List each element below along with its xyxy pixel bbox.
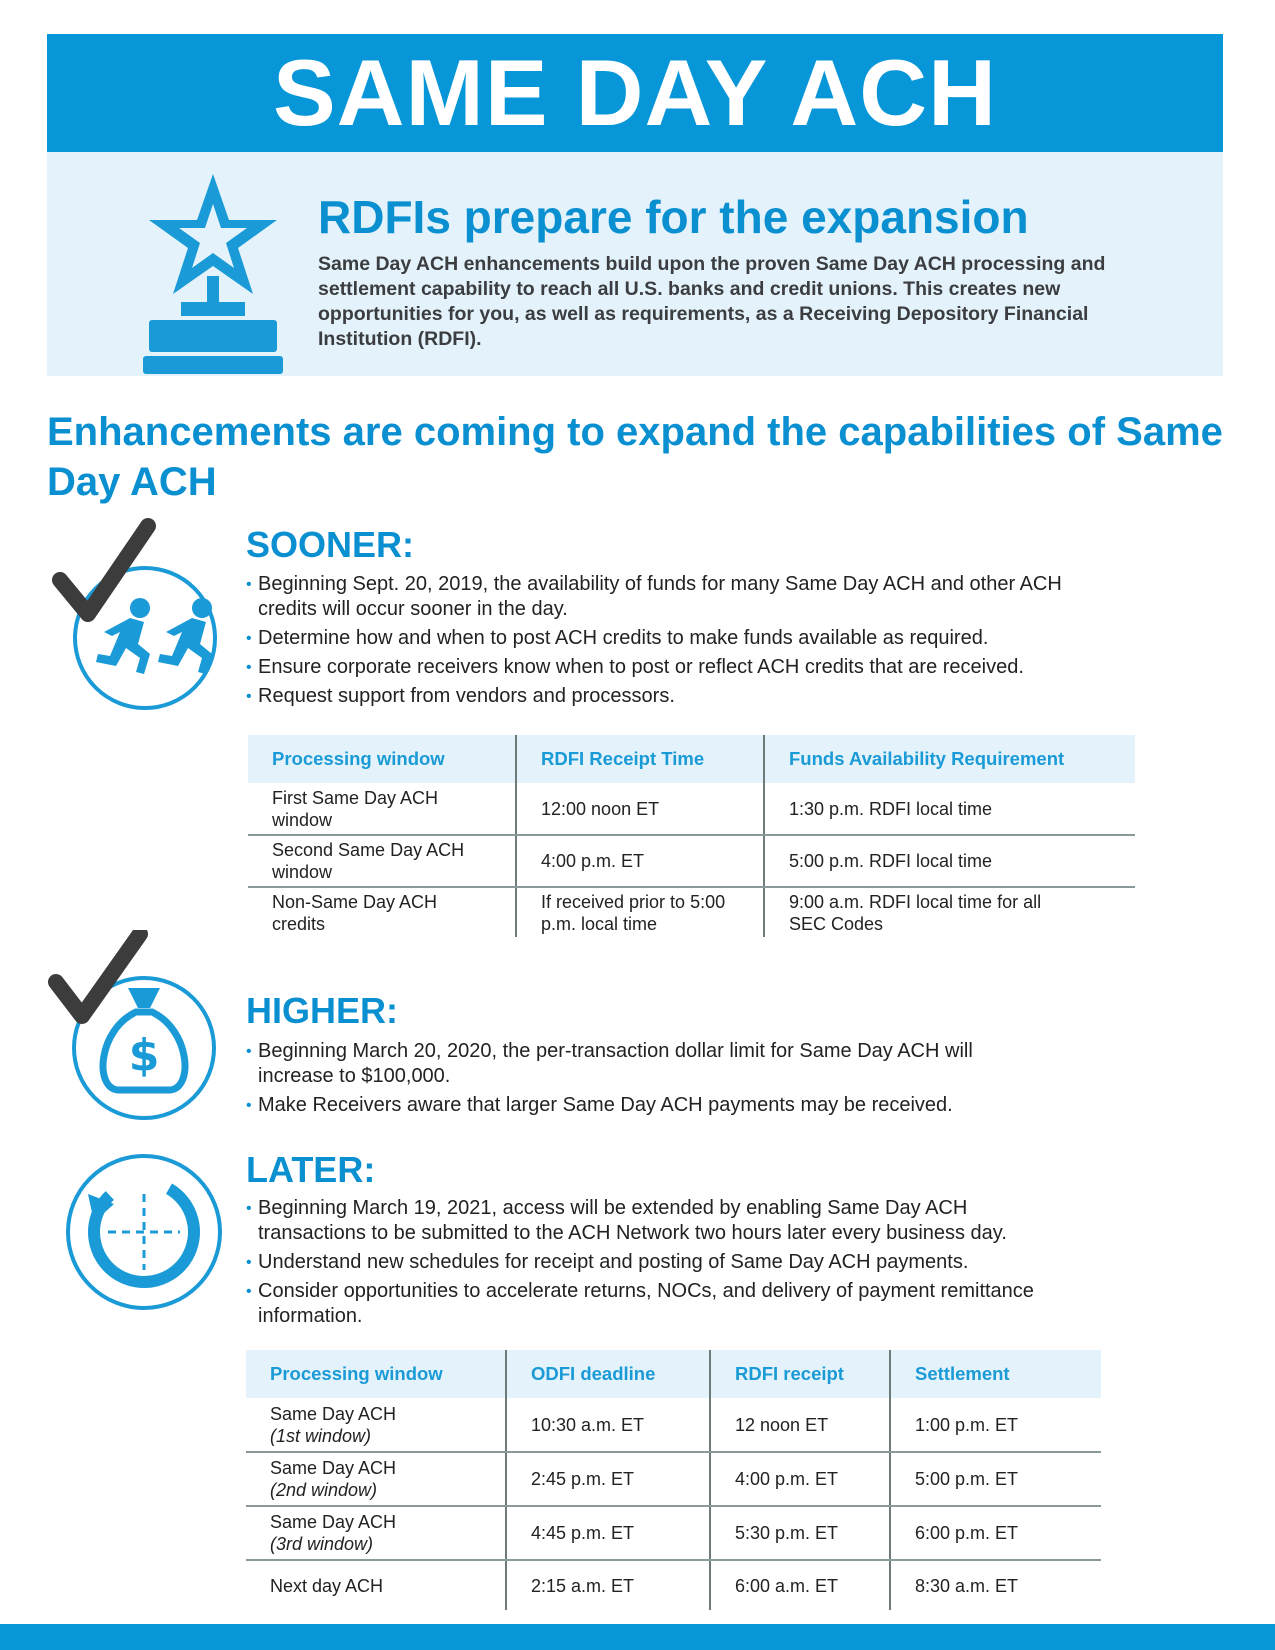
table-cell: 4:00 p.m. ET: [710, 1452, 890, 1506]
window-note: (1st window): [270, 1425, 372, 1446]
table-cell: Non-Same Day ACH credits: [272, 891, 438, 934]
table-row: [246, 1398, 1101, 1452]
window-note: (2nd window): [270, 1480, 378, 1500]
table-row: [246, 1452, 1101, 1506]
table-cell: 2:15 a.m. ET: [506, 1560, 710, 1610]
table-row: [248, 783, 1135, 835]
list-item: • Beginning March 20, 2020, the per-transaction dollar limit for Same Day ACH will increase to $100,000.: [246, 1039, 1046, 1089]
column-header: RDFI Receipt Time: [516, 735, 764, 783]
runners-icon: [52, 518, 232, 718]
trophy-star-icon: [143, 168, 283, 378]
list-item: • Ensure corporate receivers know when to post or reflect ACH credits that are received.: [246, 655, 1116, 680]
list-item: • Understand new schedules for receipt and posting of Same Day ACH payments.: [246, 1250, 1076, 1275]
table-cell: 10:30 a.m. ET: [506, 1398, 710, 1452]
table-cell: First Same Day ACH window: [248, 783, 516, 835]
table-header-row: [246, 1350, 1101, 1398]
funds-availability-table: [248, 735, 1135, 937]
column-header: ODFI deadline: [506, 1350, 710, 1398]
table-row: [246, 1506, 1101, 1560]
table-cell: 1:00 p.m. ET: [890, 1398, 1101, 1452]
list-item: • Beginning Sept. 20, 2019, the availability of funds for many Same Day ACH and other ACH credits will occur sooner in the day.: [246, 572, 1116, 622]
window-name: Same Day ACH: [270, 1512, 397, 1532]
window-name: Next day ACH: [270, 1575, 384, 1596]
section-heading: Enhancements are coming to expand the capabilities of Same Day ACH: [47, 410, 1223, 504]
sooner-heading: SOONER:: [246, 524, 415, 565]
table-cell: 5:30 p.m. ET: [710, 1506, 890, 1560]
table-cell: 4:00 p.m. ET: [516, 835, 764, 887]
intro-body: Same Day ACH enhancements build upon the proven Same Day ACH processing and settlement capability to reach all U.S. banks and credit unions. This creates new opportunities for you, as well as requirements, as a Receiving Depository Financial Institution (RDFI).: [318, 253, 1106, 350]
table-cell: 1:30 p.m. RDFI local time: [764, 783, 1135, 835]
schedule-table: [246, 1350, 1101, 1610]
clock-icon: [64, 1152, 224, 1312]
window-name: Same Day ACH: [270, 1458, 397, 1478]
table-cell: 2:45 p.m. ET: [506, 1452, 710, 1506]
table-cell: Second Same Day ACH window: [248, 835, 516, 887]
table-cell: 5:00 p.m. ET: [890, 1452, 1101, 1506]
svg-text:$: $: [128, 1030, 160, 1081]
footer-band: [0, 1624, 1275, 1650]
column-header: Settlement: [890, 1350, 1101, 1398]
table-cell: 4:45 p.m. ET: [506, 1506, 710, 1560]
intro-heading: RDFIs prepare for the expansion: [318, 191, 1029, 243]
table-cell: [246, 1560, 506, 1610]
column-header: Processing window: [246, 1350, 506, 1398]
column-header: RDFI receipt: [710, 1350, 890, 1398]
table-cell: 6:00 a.m. ET: [710, 1560, 890, 1610]
table-row: [248, 835, 1135, 887]
table-cell: [246, 1452, 506, 1506]
later-heading: LATER:: [246, 1149, 376, 1190]
table-cell: [246, 1398, 506, 1452]
table-cell: 12:00 noon ET: [516, 783, 764, 835]
later-bullets: [246, 1196, 1076, 1333]
table-cell: 9:00 a.m. RDFI local time for all SEC Codes: [764, 887, 1135, 937]
list-item: • Beginning March 19, 2021, access will be extended by enabling Same Day ACH transactions to be submitted to the ACH Network two hours later every business day.: [246, 1196, 1076, 1246]
window-name: Same Day ACH: [270, 1403, 397, 1424]
higher-heading: HIGHER:: [246, 990, 398, 1031]
table-row: [246, 1560, 1101, 1610]
table-cell: If received prior to 5:00 p.m. local time: [516, 887, 764, 937]
page-title: SAME DAY ACH: [47, 34, 1223, 152]
list-item: • Request support from vendors and processors.: [246, 684, 1116, 709]
table-cell: 6:00 p.m. ET: [890, 1506, 1101, 1560]
higher-bullets: [246, 1039, 1046, 1122]
window-note: (3rd window): [270, 1534, 374, 1554]
column-header: Funds Availability Requirement: [764, 735, 1135, 783]
list-item: • Determine how and when to post ACH credits to make funds available as required.: [246, 626, 1116, 651]
sooner-bullets: [246, 572, 1116, 713]
list-item: • Make Receivers aware that larger Same Day ACH payments may be received.: [246, 1093, 1046, 1118]
table-cell: 12 noon ET: [710, 1398, 890, 1452]
table-cell: [246, 1506, 506, 1560]
money-bag-icon: [48, 930, 228, 1120]
list-item: • Consider opportunities to accelerate returns, NOCs, and delivery of payment remittance information.: [246, 1279, 1076, 1329]
table-cell: 8:30 a.m. ET: [890, 1560, 1101, 1610]
column-header: Processing window: [248, 735, 516, 783]
table-row: [248, 887, 1135, 937]
table-cell: 5:00 p.m. RDFI local time: [764, 835, 1135, 887]
table-header-row: [248, 735, 1135, 783]
